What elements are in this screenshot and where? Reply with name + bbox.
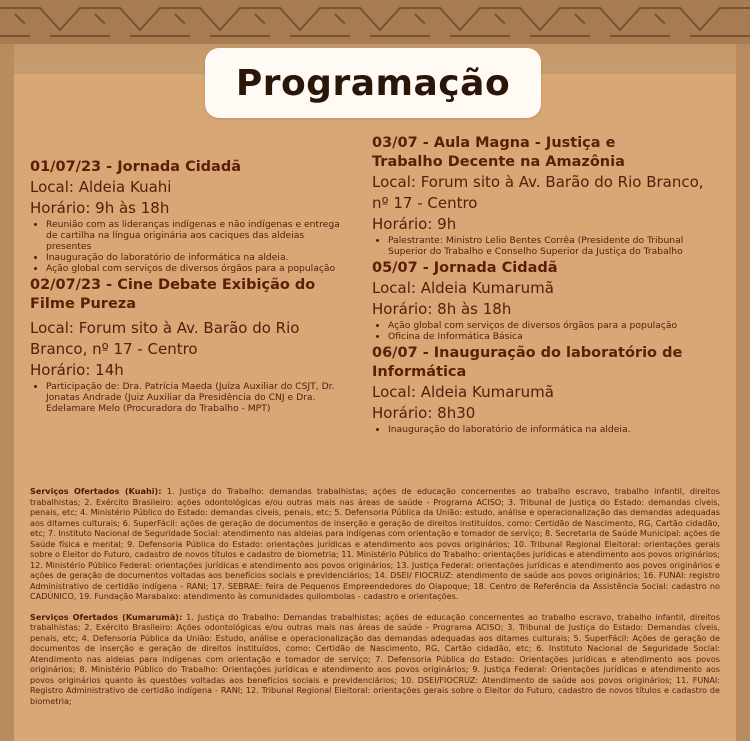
event-bullets: [372, 320, 708, 342]
services-kumaruma: [30, 612, 720, 707]
services-heading: Serviços Ofertados (Kumarumã):: [30, 611, 183, 622]
tribal-pattern-icon: [0, 0, 750, 44]
services-kuahi: [30, 486, 720, 602]
services-text: 1. Justiça do Trabalho: demandas trabalhistas; ações de educação concernentes ao trabalho escravo, trabalho infantil, direitos trabalhistas; 2. Exército Brasileiro: ações odontológicas e/ou outras mais nas áreas de saúde - Programa ACISO; 3. Tribunal de Justiça do Estado: demandas cíveis, penais, etc; 4. Ministério Público do Estado: demandas cíveis, penais, etc; 5. Defensoria Pública da União: estudo, análise e operacionalização das demandas adequadas aos ditames culturais; 6. SuperFácil: ações de geração de documentos de inserção e geração de direitos instituídos, como: Certidão de Nascimento, RG, Cartão cidadão, etc; 7. Instituto Nacional de Seguridade Social: atendimento nas aldeias para indígenas com orientação e tomador de serviço; 8. Secretaria de Saúde Municipal: ações de Saúde física e mental; 9. Defensoria Pública do Estado: orientações jurídicas e atendimento aos povos originários; 10. Tribunal Regional Eleitoral: orientações gerais sobre o Eleitor do Futuro, cadastro de novos títulos e cadastro de biometria; 11. Ministério Público do Trabalho: orientações jurídicas e atendimento aos povos originários; 12. Ministério Público Federal: orientações jurídicas e atendimento aos povos originários; 13. Justiça Federal: orientações jurídicas e atendimento aos povos originários e ações de geração de documentos voltadas aos benefícios sociais e previdenciários; 14. DSEI/ FIOCRUZ: atendimento de saúde aos povos originários; 16. FUNAI: registro Administrativo de certidão indígena - RANI; 17. SEBRAE: feira de Pequenos Empreendedores do Oiapoque; 18. Centro de Referência da Assistência Social: cadastro no CADÚNICO, 19. Fundação Marabaixo: atendimento às comunidades quilombolas - cadastro e orientações.: [30, 486, 720, 601]
event-time: Horário: 8h às 18h: [372, 300, 512, 318]
event-0701: [30, 158, 350, 274]
event-location: Local: Aldeia Kumarumã: [372, 383, 554, 401]
event-0307: [372, 134, 708, 257]
bullet-item: • Palestrante: Ministro Lelio Bentes Corrêa (Presidente do Tribunal Superior do Trabalho e Conselho Superior da Justiça do Trabalho: [388, 235, 708, 257]
bullet-item: • Participação de: Dra. Patrícia Maeda (Juíza Auxiliar do CSJT, Dr. Jonatas Andrade (Juiz Auxiliar da Presidência do CNJ e Dra. Edelamare Melo (Procuradora do Trabalho - MPT): [46, 381, 350, 414]
event-time: Horário: 9h às 18h: [30, 199, 170, 217]
event-title: 05/07 - Jornada Cidadã: [372, 260, 558, 276]
event-title: 06/07 - Inauguração do laboratório de Informática: [372, 345, 683, 380]
decorative-pattern-band: [0, 0, 750, 44]
event-time: Horário: 9h: [372, 215, 457, 233]
events-left-column: [30, 158, 350, 416]
event-location: Local: Forum sito à Av. Barão do Rio Branco, nº 17 - Centro: [372, 173, 704, 212]
event-bullets: [30, 381, 350, 414]
events-right-column: [372, 134, 708, 437]
bullet-item: • Inauguração do laboratório de informática na aldeia.: [388, 424, 708, 435]
right-border: [736, 44, 750, 741]
event-title: 01/07/23 - Jornada Cidadã: [30, 159, 242, 175]
event-time: Horário: 14h: [30, 361, 124, 379]
event-0207: [30, 276, 350, 414]
bullet-item: • Reunião com as lideranças indígenas e não indígenas e entrega de cartilha na língua originária aos caciques das aldeias presentes: [46, 219, 350, 252]
services-heading: Serviços Ofertados (Kuahi):: [30, 486, 162, 496]
event-bullets: [30, 219, 350, 274]
event-title: 02/07/23 - Cine Debate Exibição do Filme Pureza: [30, 277, 316, 312]
event-bullets: [372, 235, 708, 257]
event-0607: [372, 344, 708, 435]
event-time: Horário: 8h30: [372, 404, 476, 422]
services-section: [30, 486, 720, 716]
bullet-item: • Inauguração do laboratório de informática na aldeia.: [46, 252, 350, 263]
event-location: Local: Aldeia Kumarumã: [372, 279, 554, 297]
bullet-item: • Oficina de Informática Básica: [388, 331, 708, 342]
title-box: [205, 48, 541, 118]
event-title: 03/07 - Aula Magna - Justiça e Trabalho Decente na Amazônia: [372, 135, 625, 170]
bullet-item: • Ação global com serviços de diversos órgãos para a população: [46, 263, 350, 274]
event-bullets: [372, 424, 708, 435]
page-title: Programação: [235, 62, 511, 104]
services-text: 1. Justiça do Trabalho: Demandas trabalhistas; ações de educação concernentes ao trabalho escravo, trabalho infantil, direitos trabalhistas; 2. Exército Brasileiro: Ações odontológicas e/ou outras mais nas áreas de saúde - Programa ACISO; 3. Tribunal de Justiça do Estado: Demandas cíveis, penais, etc; 4. Defensoria Pública da União: Estudo, análise e operacionalização das demandas adequadas aos ditames culturais; 5. SuperFácil: Ações de geração de documentos de inserção e geração de direitos instituídos, como: Certidão de Nascimento, RG, Cartão cidadão, etc; 6. Instituto Nacional de Seguridade Social: Atendimento nas aldeias para indígenas com orientação e tomador de serviço; 7. Defensoria Pública do Estado: Orientações jurídicas e atendimento aos povos originários; 8. Ministério Público do Trabalho: Orientações jurídicas e atendimento aos povos originários; 9. Justiça Federal: Orientações jurídicas e atendimento aos povos originários quanto às questões voltadas aos benefícios sociais e previdenciários; 10. DSEI/FIOCRUZ: Atendimento de saúde aos povos originários; 11. FUNAI: Registro Administrativo de certidão indígena - RANI; 12. Tribunal Regional Eleitoral: orientações gerais sobre o Eleitor do Futuro, cadastro de novos títulos e cadastro de biometria;: [30, 611, 720, 706]
event-location: Local: Forum sito à Av. Barão do Rio Branco, nº 17 - Centro: [30, 319, 300, 358]
left-border: [0, 44, 14, 741]
event-location: Local: Aldeia Kuahi: [30, 178, 172, 196]
bullet-item: • Ação global com serviços de diversos órgãos para a população: [388, 320, 708, 331]
event-0507: [372, 259, 708, 342]
